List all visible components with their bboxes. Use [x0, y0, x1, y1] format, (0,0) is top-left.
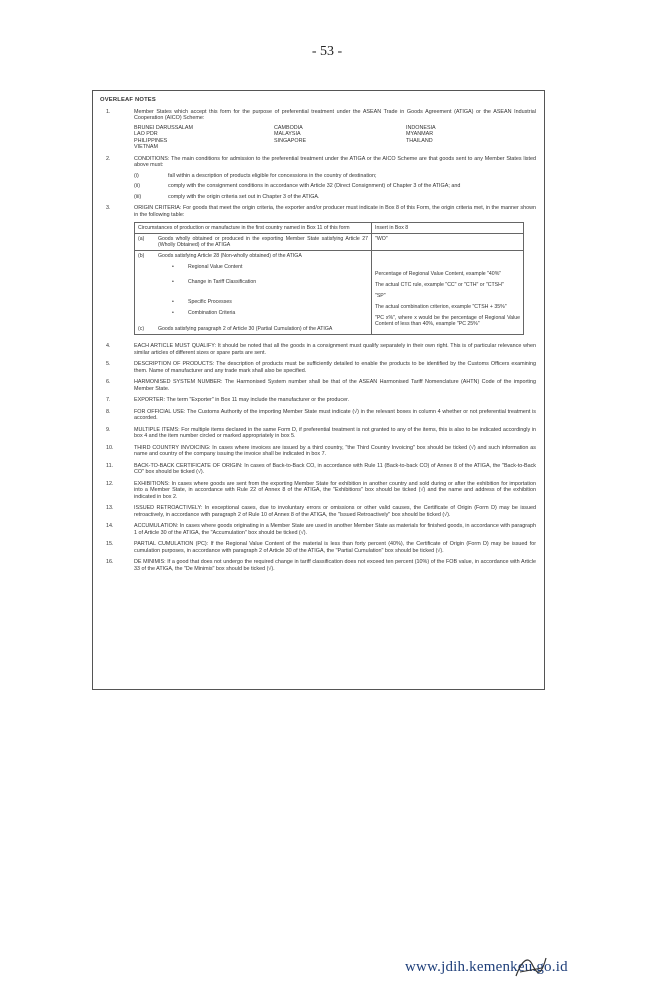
bullet-icon: •	[172, 279, 174, 285]
state: MYANMAR	[406, 131, 434, 137]
row-value: "WO"	[372, 234, 524, 251]
state: PHILIPPINES	[134, 137, 168, 144]
row-value: The actual CTC rule, example "CC" or "CTH" or "CTSH"	[375, 282, 504, 288]
state: SINGAPORE	[274, 137, 307, 144]
row-label: (c)	[138, 326, 145, 332]
condition-item	[134, 173, 536, 180]
condition-label: (iii)	[134, 193, 142, 200]
bullet-icon: •	[172, 299, 174, 305]
note-7	[100, 397, 536, 404]
note-number: 12.	[106, 480, 114, 487]
note-text: ACCUMULATION: In cases where goods originating in a Member State are used in another Member State as materials for finished goods, in accordance with paragraph 1 of Article 30 of the ATIGA, the "Accumulation" box should be ticked (√).	[134, 523, 536, 536]
note-text: DESCRIPTION OF PRODUCTS: The description of products must be sufficiently detailed to enable the products to be identified by the Customs Officers examining them. Name of manufacturer and any trade mark shall also be specified.	[134, 361, 536, 374]
overleaf-heading: OVERLEAF NOTES	[100, 97, 156, 103]
note-11	[100, 463, 536, 476]
note-6	[100, 379, 536, 392]
note-2	[100, 156, 536, 201]
state: MALAYSIA	[274, 131, 301, 137]
note-text: THIRD COUNTRY INVOICING: In cases where invoices are issued by a third country, "the Third Country Invoicing" box should be ticked (√) and such information as name and country of the company issuing the invoice shall be indicated in box 7.	[134, 444, 536, 457]
state: LAO PDR	[134, 131, 158, 137]
condition-text: fall within a description of products eligible for concessions in the country of destination;	[168, 172, 377, 179]
note-9	[100, 427, 536, 440]
row-text: Goods satisfying paragraph 2 of Article 30 (Partial Cumulation) of the ATIGA	[158, 326, 333, 332]
row-label: (b)	[138, 253, 145, 259]
note-number: 6.	[106, 379, 111, 385]
note-number: 5.	[106, 361, 111, 367]
note-4	[100, 343, 536, 356]
note-3	[100, 205, 536, 335]
bullet-icon: •	[172, 310, 174, 316]
note-text: Member States which accept this form for the purpose of preferential treatment under the ASEAN Trade in Goods Agreement (ATIGA) or the ASEAN Industrial Cooperation (AICO) Scheme:	[134, 108, 536, 121]
note-number: 9.	[106, 426, 111, 433]
note-number: 14.	[106, 523, 114, 529]
row-text: Goods wholly obtained or produced in the exporting Member State satisfying Article 27 (Wholly Obtained) of the ATIGA	[158, 236, 368, 248]
note-1	[100, 109, 536, 151]
note-number: 7.	[106, 397, 111, 403]
member-states-list	[134, 125, 536, 151]
note-text: FOR OFFICIAL USE: The Customs Authority of the importing Member State must indicate (√) in the relevant boxes in column 4 whether or not preferential treatment is accorded.	[134, 408, 536, 421]
condition-label: (i)	[134, 172, 139, 179]
note-16	[100, 559, 536, 572]
note-text: DE MINIMIS: If a good that does not undergo the required change in tariff classification does not exceed ten percent (10%) of the FOB value, in accordance with Article 33 of the ATIGA, the "De Minimis" box should be ticked (√).	[134, 559, 536, 572]
table-row	[135, 234, 524, 251]
note-number: 4.	[106, 343, 111, 349]
condition-item	[134, 194, 536, 201]
state: VIETNAM	[134, 144, 158, 150]
note-text: PARTIAL CUMULATION (PC): If the Regional Value Content of the material is less than forty percent (40%), the Certificate of Origin (Form D) may be issued for cumulation purposes, in accordance with paragraph 2 of Article 30 of the ATIGA, the "Partial Cumulation" box should be ticked (√).	[134, 541, 536, 554]
row-value: Percentage of Regional Value Content, example "40%"	[375, 271, 502, 277]
note-number: 8.	[106, 408, 111, 415]
note-10	[100, 445, 536, 458]
state: CAMBODIA	[274, 124, 303, 131]
note-number: 13.	[106, 505, 114, 511]
condition-text: comply with the origin criteria set out in Chapter 3 of the ATIGA.	[168, 193, 320, 200]
condition-label: (ii)	[134, 183, 140, 189]
note-14	[100, 523, 536, 536]
note-text: ISSUED RETROACTIVELY: In exceptional cases, due to involuntary errors or omissions or other valid causes, the Certificate of Origin (Form D) may be issued retroactively, in accordance with paragraph 2 of Rule 10 of Annex 8 of the ATIGA, the "Issued Retroactively" box should be ticked (√).	[134, 505, 536, 518]
note-number: 10.	[106, 444, 114, 451]
note-number: 3.	[106, 205, 111, 211]
note-13	[100, 505, 536, 518]
note-number: 16.	[106, 559, 114, 565]
note-text: ORIGIN CRITERIA: For goods that meet the origin criteria, the exporter and/or producer must indicate in Box 8 of this Form, the origin criteria met, in the manner shown in the following table:	[134, 205, 536, 218]
state: BRUNEI DARUSSALAM	[134, 124, 194, 131]
note-12	[100, 481, 536, 501]
overleaf-notes-content	[100, 97, 536, 577]
table-header-right: Insert in Box 8	[372, 223, 524, 234]
row-text: Goods satisfying Article 28 (Non-wholly obtained) of the ATIGA	[158, 253, 302, 259]
criterion-text: Specific Processes	[188, 299, 232, 305]
footer-url[interactable]: www.jdih.kemenkeu.go.id	[405, 959, 568, 975]
note-number: 1.	[106, 108, 111, 115]
note-15	[100, 541, 536, 554]
note-number: 11.	[106, 462, 114, 469]
condition-text: comply with the consignment conditions in accordance with Article 32 (Direct Consignment) of Chapter 3 of the ATIGA; and	[168, 183, 461, 189]
page-number: - 53 -	[311, 44, 343, 59]
table-row	[135, 251, 524, 335]
row-label: (a)	[138, 236, 145, 242]
state: INDONESIA	[406, 124, 436, 131]
bullet-icon: •	[172, 264, 174, 270]
criterion-text: Combination Criteria	[188, 310, 236, 316]
note-number: 2.	[106, 155, 111, 162]
list-item	[172, 299, 368, 305]
note-text: EACH ARTICLE MUST QUALIFY: It should be noted that all the goods in a consignment must qualify separately in their own right. This is of particular relevance when similar articles of different sizes or spare parts are sent.	[134, 343, 536, 356]
note-text: EXPORTER: The term "Exporter" in Box 11 may include the manufacturer or the producer.	[134, 397, 350, 403]
note-text: MULTIPLE ITEMS: For multiple items declared in the same Form D, if preferential treatment is not granted to any of the items, this is also to be indicated accordingly in box 4 and the item number circled or marked appropriately in box 5.	[134, 426, 536, 439]
note-number: 15.	[106, 541, 114, 547]
note-text: EXHIBITIONS: In cases where goods are sent from the exporting Member State for exhibition in another country and sold during or after the exhibition for importation into a Member State, in accordance with Rule 22 of Annex 8 of the ATIGA, the "Exhibitions" box should be ticked (√) and the name and address of the exhibition indicated in box 2.	[134, 480, 536, 500]
note-text: BACK-TO-BACK CERTIFICATE OF ORIGIN: In cases of Back-to-Back CO, in accordance with Rule 11 (Back-to-back CO) of Annex 8 of the ATIGA, the "Back-to-Back CO" box should be ticked (√).	[134, 462, 536, 475]
note-text: CONDITIONS: The main conditions for admission to the preferential treatment under the ATIGA or the AICO Scheme are that goods sent to any Member States listed above must:	[134, 155, 536, 168]
origin-criteria-table	[134, 222, 524, 335]
table-header-left: Circumstances of production or manufacture in the first country named in Box 11 of this form	[135, 223, 372, 234]
handwritten-signature-icon	[512, 950, 552, 984]
row-value: "PC x%", where x would be the percentage of Regional Value Content of less than 40%, example "PC 25%"	[375, 315, 520, 327]
criterion-text: Change in Tariff Classification	[188, 279, 257, 285]
list-item	[172, 279, 368, 285]
note-text: HARMONISED SYSTEM NUMBER: The Harmonised System number shall be that of the ASEAN Harmonised Tariff Nomenclature (AHTN) Code of the importing Member State.	[134, 379, 536, 392]
row-value: The actual combination criterion, example "CTSH + 35%"	[375, 304, 507, 310]
condition-item	[134, 183, 536, 190]
table-header-row	[135, 223, 524, 234]
list-item	[172, 264, 368, 270]
criterion-text: Regional Value Content	[188, 264, 243, 270]
row-value: "SP"	[375, 293, 386, 299]
note-5	[100, 361, 536, 374]
list-item	[172, 310, 368, 316]
state: THAILAND	[406, 137, 433, 144]
note-8	[100, 409, 536, 422]
